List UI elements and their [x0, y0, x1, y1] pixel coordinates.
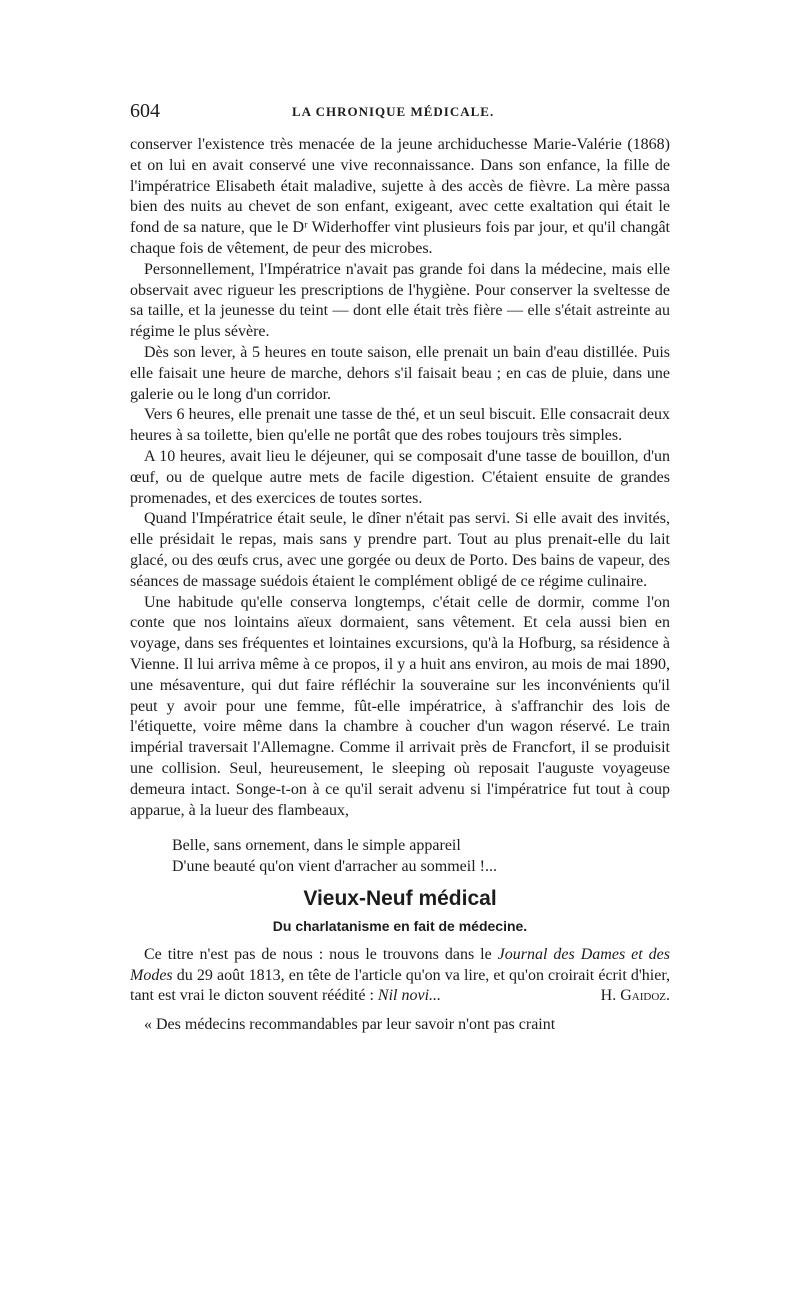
paragraph: Personnellement, l'Impératrice n'avait pas grande foi dans la médecine, mais elle observait avec rigueur les prescriptions de l'hygiène. Pour conserver la sveltesse de sa taille, et la jeunesse du teint — dont elle était très fière — elle s'était astreinte au régime le plus sévère. [130, 260, 670, 341]
paragraph: Vers 6 heures, elle prenait une tasse de thé, et un seul biscuit. Elle consacrait deux heures à sa toilette, bien qu'elle ne portât que des robes toujours très simples. [130, 406, 670, 445]
verse-quote [172, 835, 670, 877]
verse-line: D'une beauté qu'on vient d'arracher au sommeil !... [172, 858, 497, 876]
intro-text: du 29 août 1813, en tête de l'article qu'on va lire, et qu'on croirait écrit d'hier, tant est vrai le dicton souvent réédité : [130, 966, 670, 1005]
journal-title: Journal des Dames et des Modes [130, 945, 670, 984]
quote-start: « Des médecins recommandables par leur savoir n'ont pas craint [144, 1016, 556, 1034]
signature: H. Gaidoz. [600, 987, 670, 1005]
section-intro [130, 945, 670, 1007]
paragraph: Dès son lever, à 5 heures en toute saison, elle prenait un bain d'eau distillée. Puis elle faisait une heure de marche, dehors s'il faisait beau ; en cas de pluie, dans une galerie ou le long d'un corridor. [130, 343, 670, 403]
section-title: Vieux-Neuf médical [303, 887, 497, 911]
paragraph: conserver l'existence très menacée de la jeune archiduchesse Marie-Valérie (1868) et on lui en avait conservé une vive reconnaissance. Dans son enfance, la fille de l'impératrice Elisabeth était maladive, sujette à des accès de fièvre. La mère passa bien des nuits au chevet de son enfant, exigeant, avec cette exaltation qui était le fond de sa nature, que le Dʳ Widerhoffer vint plusieurs fois par jour, et qu'il changât chaque fois de vêtement, de peur des microbes. [130, 136, 670, 257]
paragraph: Une habitude qu'elle conserva longtemps, c'était celle de dormir, comme l'on conte que nos lointains aïeux dormaient, sans vêtement. Et cela aussi bien en voyage, dans ses fréquentes et lointaines excursions, qu'à la Hofburg, sa résidence à Vienne. Il lui arriva même à ce propos, il y a huit ans environ, au mois de mai 1890, une mésaventure, qui dut faire réfléchir la souveraine sur les inconvénients qu'il peut y avoir pour une femme, fût-elle impératrice, à s'affranchir des lois de l'étiquette, voire même dans la chambre à coucher d'un wagon réservé. Le train impérial traversait l'Allemagne. Comme il arrivait près de Francfort, il se produisit une collision. Seul, heureusement, le sleeping où reposait l'auguste voyageuse demeura intact. Songe-t-on à ce qu'il serait advenu si l'impératrice fut tout à coup apparue, à la lueur des flambeaux, [130, 593, 670, 819]
paragraph: Quand l'Impératrice était seule, le dîner n'était pas servi. Si elle avait des invités, elle présidait le repas, mais sans y prendre part. Tout au plus prenait-elle du lait glacé, ou des œufs crus, avec une gorgée ou deux de Porto. Des bains de vapeur, des séances de massage suédois étaient le complément obligé de ce régime culinaire. [130, 510, 670, 590]
section-subtitle: Du charlatanisme en fait de médecine. [272, 918, 528, 935]
motto: Nil novi... [377, 987, 442, 1005]
running-title: LA CHRONIQUE MÉDICALE. [292, 104, 495, 119]
verse-line: Belle, sans ornement, dans le simple appareil [172, 837, 461, 855]
intro-text: Ce titre n'est pas de nous : nous le trouvons dans le [144, 945, 498, 963]
page-header [130, 100, 670, 130]
paragraph: A 10 heures, avait lieu le déjeuner, qui se composait d'une tasse de bouillon, d'un œuf, ou de quelque autre mets de facile digestion. C'étaient ensuite de grandes promenades, et des exercices de toutes sortes. [130, 447, 670, 507]
page-number: 604 [130, 100, 160, 122]
page-body [130, 135, 670, 1036]
